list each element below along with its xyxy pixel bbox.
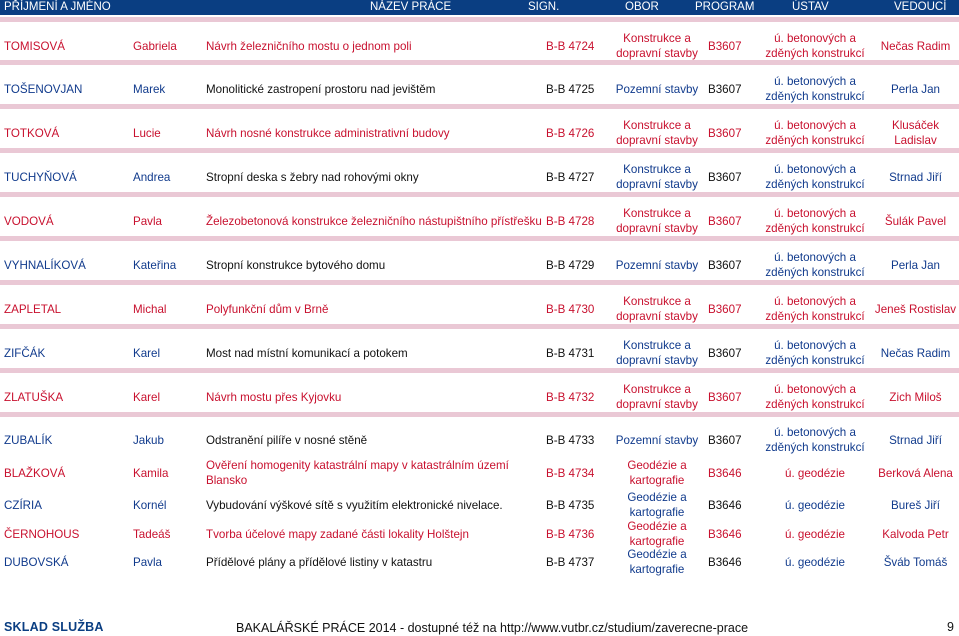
cell-title: Návrh železničního mostu o jednom poli [206,39,412,53]
cell-supervisor: Perla Jan [891,82,940,96]
cell-supervisor: Nečas Radim [880,39,951,53]
cell-given: Pavla [133,214,163,228]
cell-surname: TUCHYŇOVÁ [4,170,77,184]
cell-surname: ZUBALÍK [4,433,53,447]
cell-dept: ú. betonových a zděných konstrukcí [765,75,865,103]
cell-field: Pozemní stavby [615,82,699,96]
cell-title: Návrh mostu přes Kyjovku [206,390,342,404]
header-department: ÚSTAV [792,1,829,13]
cell-surname: CZÍRIA [4,498,43,512]
cell-surname: VODOVÁ [4,214,54,228]
cell-title: Tvorba účelové mapy zadané části lokality Holštejn [206,527,469,541]
cell-field: Pozemní stavby [615,433,699,447]
footer-brand: SKLAD SLUŽBA [4,620,104,634]
cell-dept: ú. betonových a zděných konstrukcí [765,207,865,235]
cell-sign: B-B 4730 [546,302,595,316]
row-separator [0,236,959,241]
cell-program: B3607 [708,258,742,272]
cell-surname: DUBOVSKÁ [4,555,69,569]
row-separator [0,148,959,153]
table-row [0,456,959,490]
cell-title: Monolitické zastropení prostoru nad jevištěm [206,82,436,96]
cell-supervisor: Perla Jan [891,258,940,272]
page-footer [0,618,959,636]
cell-dept: ú. betonových a zděných konstrukcí [765,32,865,60]
cell-given: Lucie [133,126,161,140]
cell-title: Stropní konstrukce bytového domu [206,258,386,272]
cell-program: B3607 [708,214,742,228]
table-header [0,0,959,15]
cell-dept: ú. betonových a zděných konstrukcí [765,119,865,147]
cell-given: Karel [133,346,161,360]
cell-field: Geodézie a kartografie [627,548,687,576]
cell-field: Pozemní stavby [615,258,699,272]
cell-supervisor: Strnad Jiří [889,433,942,447]
table-row [0,520,959,548]
row-separator [0,280,959,285]
cell-field: Geodézie a kartografie [627,459,687,487]
cell-surname: TOMISOVÁ [4,39,65,53]
header-surname: PŘÍJMENÍ A JMÉNO [4,1,111,13]
cell-given: Pavla [133,555,163,569]
row-separator [0,104,959,109]
cell-dept: ú. betonových a zděných konstrukcí [765,295,865,323]
cell-supervisor: Klusáček Ladislav [891,119,940,147]
cell-supervisor: Kalvoda Petr [882,527,949,541]
cell-program: B3646 [708,466,742,480]
cell-supervisor: Jeneš Rostislav [874,302,957,316]
cell-dept: ú. geodézie [785,466,845,480]
cell-title: Odstranění pilíře v nosné stěně [206,433,368,447]
cell-supervisor: Bureš Jiří [891,498,940,512]
cell-sign: B-B 4726 [546,126,595,140]
cell-supervisor: Šulák Pavel [884,214,947,228]
cell-program: B3607 [708,390,742,404]
cell-title: Přídělové plány a přídělové listiny v katastru [206,555,433,569]
cell-dept: ú. geodézie [785,555,845,569]
cell-title: Železobetonová konstrukce železničního nástupištního přístřešku [206,214,542,228]
header-title: NÁZEV PRÁCE [370,1,452,13]
cell-field: Konstrukce a dopravní stavby [616,163,698,191]
cell-field: Konstrukce a dopravní stavby [616,339,698,367]
cell-sign: B-B 4733 [546,433,595,447]
cell-program: B3607 [708,170,742,184]
cell-sign: B-B 4737 [546,555,595,569]
cell-surname: ZAPLETAL [4,302,62,316]
cell-surname: TOTKOVÁ [4,126,60,140]
cell-sign: B-B 4728 [546,214,595,228]
cell-program: B3607 [708,82,742,96]
cell-sign: B-B 4725 [546,82,595,96]
cell-sign: B-B 4727 [546,170,595,184]
row-separator [0,192,959,197]
cell-title: Polyfunkční dům v Brně [206,302,329,316]
cell-field: Konstrukce a dopravní stavby [616,383,698,411]
cell-sign: B-B 4731 [546,346,595,360]
cell-dept: ú. betonových a zděných konstrukcí [765,339,865,367]
cell-given: Kateřina [133,258,177,272]
cell-program: B3607 [708,346,742,360]
row-separator [0,60,959,65]
cell-supervisor: Šváb Tomáš [883,555,948,569]
header-field: OBOR [625,1,659,13]
cell-sign: B-B 4732 [546,390,595,404]
row-separator [0,412,959,417]
header-program: PROGRAM [695,1,755,13]
cell-field: Geodézie a kartografie [627,491,687,519]
cell-surname: BLAŽKOVÁ [4,466,66,480]
header-supervisor: VEDOUCÍ [894,1,947,13]
cell-program: B3607 [708,39,742,53]
cell-dept: ú. geodézie [785,527,845,541]
cell-given: Tadeáš [133,527,171,541]
cell-title: Stropní deska s žebry nad rohovými okny [206,170,419,184]
cell-surname: ZIFČÁK [4,346,46,360]
cell-field: Konstrukce a dopravní stavby [616,119,698,147]
cell-given: Kornél [133,498,167,512]
cell-given: Karel [133,390,161,404]
cell-supervisor: Nečas Radim [880,346,951,360]
cell-dept: ú. betonových a zděných konstrukcí [765,251,865,279]
table-row [0,490,959,520]
footer-source-note: BAKALÁŘSKÉ PRÁCE 2014 - dostupné též na http://www.vutbr.cz/studium/zaverecne-prace [236,621,749,635]
cell-field: Konstrukce a dopravní stavby [616,32,698,60]
cell-given: Jakub [133,433,164,447]
cell-surname: ZLATUŠKA [4,390,64,404]
cell-given: Kamila [133,466,169,480]
cell-given: Andrea [133,170,171,184]
cell-sign: B-B 4736 [546,527,595,541]
cell-program: B3607 [708,126,742,140]
cell-dept: ú. betonových a zděných konstrukcí [765,163,865,191]
page-number: 9 [947,620,954,634]
cell-dept: ú. geodézie [785,498,845,512]
cell-surname: TOŠENOVJAN [4,82,83,96]
cell-program: B3646 [708,527,742,541]
cell-program: B3646 [708,555,742,569]
cell-program: B3607 [708,433,742,447]
cell-program: B3646 [708,498,742,512]
cell-supervisor: Zich Miloš [889,390,942,404]
cell-supervisor: Berková Alena [878,466,953,480]
row-separator [0,368,959,373]
cell-sign: B-B 4729 [546,258,595,272]
cell-field: Konstrukce a dopravní stavby [616,207,698,235]
cell-title: Most nad místní komunikací a potokem [206,346,408,360]
row-separator [0,324,959,329]
table-row [0,548,959,576]
cell-title: Vybudování výškové sítě s využitím elektronické nivelace. [206,498,503,512]
cell-field: Geodézie a kartografie [627,520,687,548]
table-row [0,420,959,460]
cell-title: Návrh nosné konstrukce administrativní budovy [206,126,450,140]
cell-given: Michal [133,302,167,316]
cell-surname: ČERNOHOUS [4,527,80,541]
cell-surname: VYHNALÍKOVÁ [4,258,86,272]
cell-program: B3607 [708,302,742,316]
cell-sign: B-B 4735 [546,498,595,512]
cell-dept: ú. betonových a zděných konstrukcí [765,426,865,454]
cell-given: Marek [133,82,166,96]
cell-sign: B-B 4734 [546,466,595,480]
cell-supervisor: Strnad Jiří [889,170,942,184]
row-separator [0,17,959,22]
cell-dept: ú. betonových a zděných konstrukcí [765,383,865,411]
header-sign: SIGN. [528,1,560,13]
cell-given: Gabriela [133,39,177,53]
cell-title: Ověření homogenity katastrální mapy v katastrálním území Blansko [206,459,509,487]
cell-sign: B-B 4724 [546,39,595,53]
cell-field: Konstrukce a dopravní stavby [616,295,698,323]
